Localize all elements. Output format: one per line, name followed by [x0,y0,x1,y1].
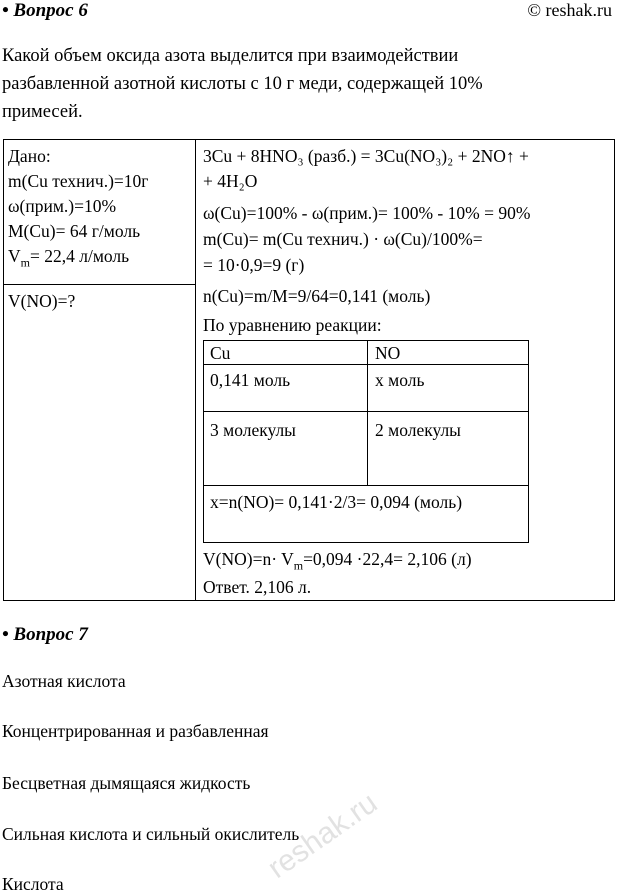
ratio-header-no: NO [375,343,401,363]
find-label: V(NO)=? [8,291,76,311]
ratio-row-line-1 [203,364,529,365]
ratio-row-line-2 [203,411,529,412]
question-6-title: • Вопрос 6 [2,0,88,21]
ratio-calc: x=n(NO)= 0,141·2/3= 0,094 (моль) [210,492,463,512]
equation-line-2: + 4H₂O [203,171,258,191]
given-impurity: ω(прим.)=10% [8,196,117,216]
answer-3: Бесцветная дымящаяся жидкость [2,773,251,793]
volume-calc: $V(NO)=n\cdot V_m=0,094 \cdot 22,4= 2,106$ (л) [203,549,472,573]
answer-4: Сильная кислота и сильный окислитель [2,824,300,844]
equation-line-1: 3Cu + 8HNO₃ (разб.) = 3Cu(NO₃)₂ + 2NO↑ + [203,146,529,166]
given-mass: m(Cu технич.)=10г [8,171,149,191]
given-molar-mass: M(Cu)= 64 г/моль [8,221,141,241]
site-credit: © reshak.ru [527,0,612,20]
ratio-header-cu: Cu [210,343,231,363]
ratio-cell-cu-coef: 3 молекулы [210,420,296,440]
question-7-title: • Вопрос 7 [2,624,88,645]
ratio-cell-no-coef: 2 молекулы [375,420,461,440]
given-divider [3,284,196,285]
answer-5: Кислота [2,874,64,894]
problem-line-2: разбавленной азотной кислоты с 10 г меди, содержащей 10% [2,74,483,94]
purity-calc: ω(Cu)=100% - ω(прим.)= 100% - 10% = 90% [203,203,531,223]
given-label: Дано: [8,146,51,166]
answer-2: Концентрированная и разбавленная [2,721,269,741]
answer-line: Ответ. 2,106 л. [203,577,312,597]
ratio-row-line-3 [203,485,529,486]
given-molar-volume: $V_m= 22,4$ л/моль [8,246,130,270]
ratio-cell-cu-moles: 0,141 моль [210,370,291,390]
moles-calc: n(Cu)=m/M=9/64=0,141 (моль) [203,286,431,306]
problem-line-3: примесей. [2,102,83,122]
reaction-label: По уравнению реакции: [203,315,382,335]
mass-calc: m(Cu)= m(Cu технич.) · ω(Cu)/100%= [203,229,483,249]
ratio-cell-no-moles: x моль [375,370,425,390]
column-divider [195,139,196,601]
problem-line-1: Какой объем оксида азота выделится при взаимодействии [2,46,459,66]
watermark: reshak.ru [262,786,384,886]
ratio-col-line [367,340,368,485]
answer-1: Азотная кислота [2,671,126,691]
mass-result: = 10·0,9=9 (г) [203,255,305,275]
